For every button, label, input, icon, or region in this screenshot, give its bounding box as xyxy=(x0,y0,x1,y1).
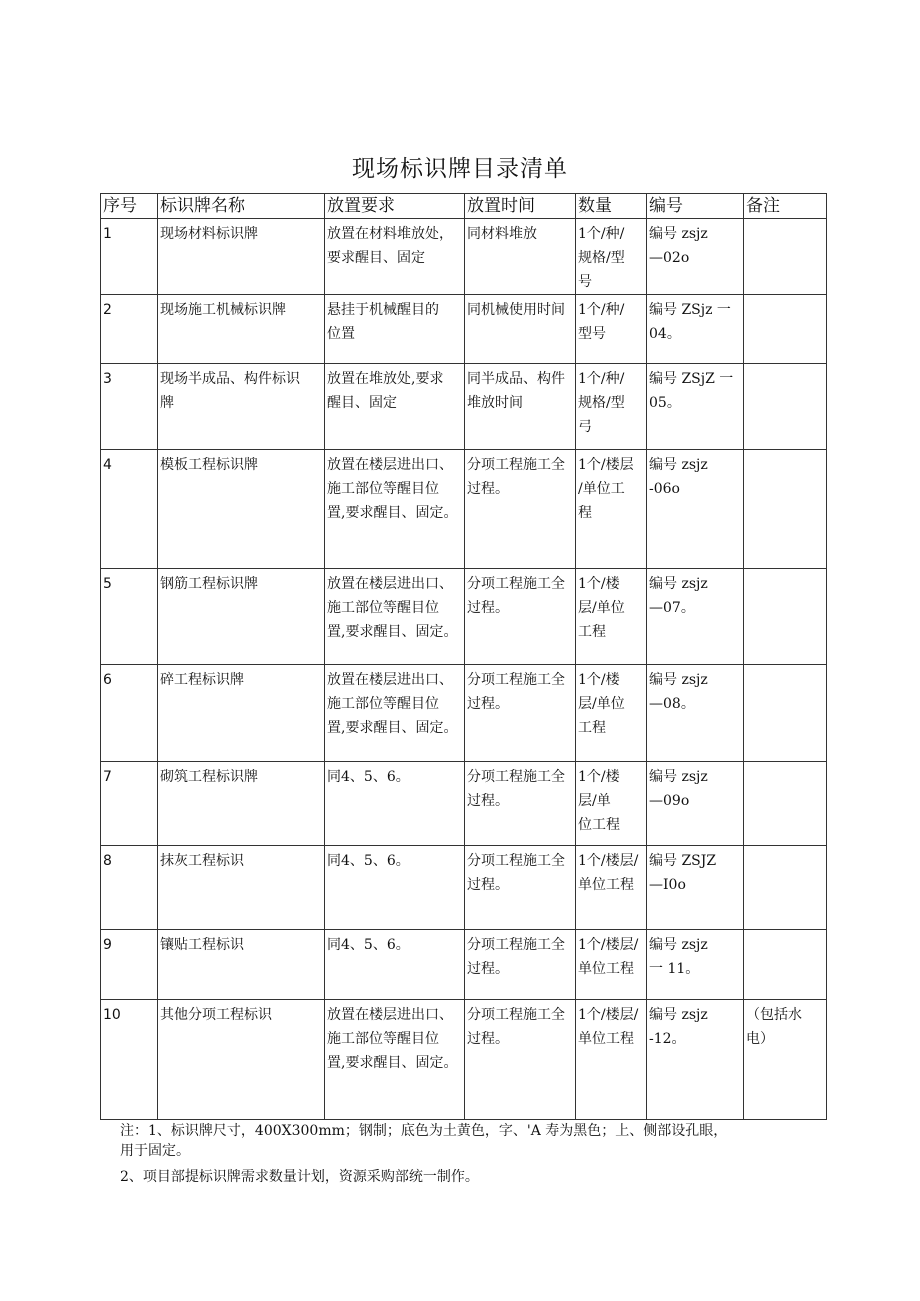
cell-code: 编号 zsjz -06o xyxy=(647,450,744,569)
header-code: 编号 xyxy=(647,194,744,219)
cell-name: 砌筑工程标识牌 xyxy=(158,762,325,846)
cell-name: 钢筋工程标识牌 xyxy=(158,569,325,665)
cell-quantity: 1个/楼层/ 单位工程 xyxy=(576,930,647,1000)
cell-remark xyxy=(744,846,827,930)
cell-requirement: 同4、5、6。 xyxy=(325,930,465,1000)
cell-code: 编号 zsjz —02o xyxy=(647,219,744,295)
cell-code: 编号 zsjz —09o xyxy=(647,762,744,846)
cell-time: 分项工程施工全 过程。 xyxy=(465,930,576,1000)
cell-remark xyxy=(744,762,827,846)
cell-time: 分项工程施工全 过程。 xyxy=(465,569,576,665)
cell-code: 编号 ZSjZ 一 05。 xyxy=(647,364,744,450)
table-row xyxy=(101,219,827,295)
cell-seq: 4 xyxy=(101,450,158,569)
page-title: 现场标识牌目录清单 xyxy=(352,156,568,182)
cell-seq: 1 xyxy=(101,219,158,295)
cell-code: 编号 zsjz -12。 xyxy=(647,1000,744,1120)
cell-requirement: 放置在楼层进出口、 施工部位等醒目位 置,要求醒目、固定。 xyxy=(325,569,465,665)
note-line-1: 注：1、标识牌尺寸，400X300mm；钢制；底色为土黄色，字、'A 寿为黑色；上、侧部设孔眼， xyxy=(120,1123,728,1139)
cell-code: 编号 ZSJZ —I0o xyxy=(647,846,744,930)
cell-quantity: 1个/楼 层/单位 工程 xyxy=(576,569,647,665)
table-header-row xyxy=(101,194,827,219)
cell-time: 分项工程施工全 过程。 xyxy=(465,762,576,846)
cell-code: 编号 ZSjz 一 04。 xyxy=(647,295,744,364)
cell-quantity: 1个/种/ 规格/型 号 xyxy=(576,219,647,295)
cell-seq: 7 xyxy=(101,762,158,846)
cell-name: 现场施工机械标识牌 xyxy=(158,295,325,364)
table-row xyxy=(101,930,827,1000)
cell-remark xyxy=(744,364,827,450)
cell-remark: （包括水 电） xyxy=(744,1000,827,1120)
cell-code: 编号 zsjz —08。 xyxy=(647,665,744,762)
table-row xyxy=(101,1000,827,1120)
cell-remark xyxy=(744,569,827,665)
cell-requirement: 放置在楼层进出口、 施工部位等醒目位 置,要求醒目、固定。 xyxy=(325,1000,465,1120)
cell-quantity: 1个/种/ 型号 xyxy=(576,295,647,364)
cell-time: 分项工程施工全 过程。 xyxy=(465,450,576,569)
sign-catalog-table xyxy=(100,193,827,1120)
cell-quantity: 1个/楼 层/单位 工程 xyxy=(576,665,647,762)
cell-seq: 9 xyxy=(101,930,158,1000)
table-row xyxy=(101,450,827,569)
table-row xyxy=(101,295,827,364)
cell-name: 现场半成品、构件标识 牌 xyxy=(158,364,325,450)
cell-name: 现场材料标识牌 xyxy=(158,219,325,295)
cell-name: 镶贴工程标识 xyxy=(158,930,325,1000)
header-remark: 备注 xyxy=(744,194,827,219)
header-time: 放置时间 xyxy=(465,194,576,219)
cell-code: 编号 zsjz 一 11。 xyxy=(647,930,744,1000)
cell-remark xyxy=(744,450,827,569)
cell-requirement: 同4、5、6。 xyxy=(325,762,465,846)
cell-requirement: 同4、5、6。 xyxy=(325,846,465,930)
note-line-1-continued: 用于固定。 xyxy=(120,1143,190,1159)
table-row xyxy=(101,665,827,762)
cell-name: 碎工程标识牌 xyxy=(158,665,325,762)
cell-requirement: 悬挂于机械醒目的 位置 xyxy=(325,295,465,364)
cell-time: 同材料堆放 xyxy=(465,219,576,295)
cell-name: 抹灰工程标识 xyxy=(158,846,325,930)
table-row xyxy=(101,846,827,930)
cell-seq: 5 xyxy=(101,569,158,665)
cell-code: 编号 zsjz —07。 xyxy=(647,569,744,665)
cell-remark xyxy=(744,295,827,364)
header-quantity: 数量 xyxy=(576,194,647,219)
cell-time: 分项工程施工全 过程。 xyxy=(465,665,576,762)
cell-time: 分项工程施工全 过程。 xyxy=(465,1000,576,1120)
cell-requirement: 放置在楼层进出口、 施工部位等醒目位 置,要求醒目、固定。 xyxy=(325,450,465,569)
cell-requirement: 放置在楼层进出口、 施工部位等醒目位 置,要求醒目、固定。 xyxy=(325,665,465,762)
cell-name: 模板工程标识牌 xyxy=(158,450,325,569)
cell-quantity: 1个/楼层/ 单位工程 xyxy=(576,846,647,930)
cell-name: 其他分项工程标识 xyxy=(158,1000,325,1120)
table-row xyxy=(101,569,827,665)
cell-requirement: 放置在堆放处,要求 醒目、固定 xyxy=(325,364,465,450)
cell-quantity: 1个/楼层 /单位工 程 xyxy=(576,450,647,569)
note-line-2: 2、项目部提标识牌需求数量计划，资源采购部统一制作。 xyxy=(120,1169,479,1185)
cell-remark xyxy=(744,219,827,295)
header-name: 标识牌名称 xyxy=(158,194,325,219)
cell-time: 同机械使用时间 xyxy=(465,295,576,364)
cell-seq: 3 xyxy=(101,364,158,450)
cell-requirement: 放置在材料堆放处， 要求醒目、固定 xyxy=(325,219,465,295)
cell-remark xyxy=(744,930,827,1000)
cell-seq: 8 xyxy=(101,846,158,930)
cell-remark xyxy=(744,665,827,762)
cell-time: 同半成品、构件 堆放时间 xyxy=(465,364,576,450)
cell-time: 分项工程施工全 过程。 xyxy=(465,846,576,930)
cell-quantity: 1个/楼层/ 单位工程 xyxy=(576,1000,647,1120)
cell-quantity: 1个/种/ 规格/型 弓 xyxy=(576,364,647,450)
cell-quantity: 1个/楼 层/单 位工程 xyxy=(576,762,647,846)
table-row xyxy=(101,364,827,450)
cell-seq: 10 xyxy=(101,1000,158,1120)
cell-seq: 2 xyxy=(101,295,158,364)
header-seq: 序号 xyxy=(101,194,158,219)
table-row xyxy=(101,762,827,846)
header-requirement: 放置要求 xyxy=(325,194,465,219)
cell-seq: 6 xyxy=(101,665,158,762)
